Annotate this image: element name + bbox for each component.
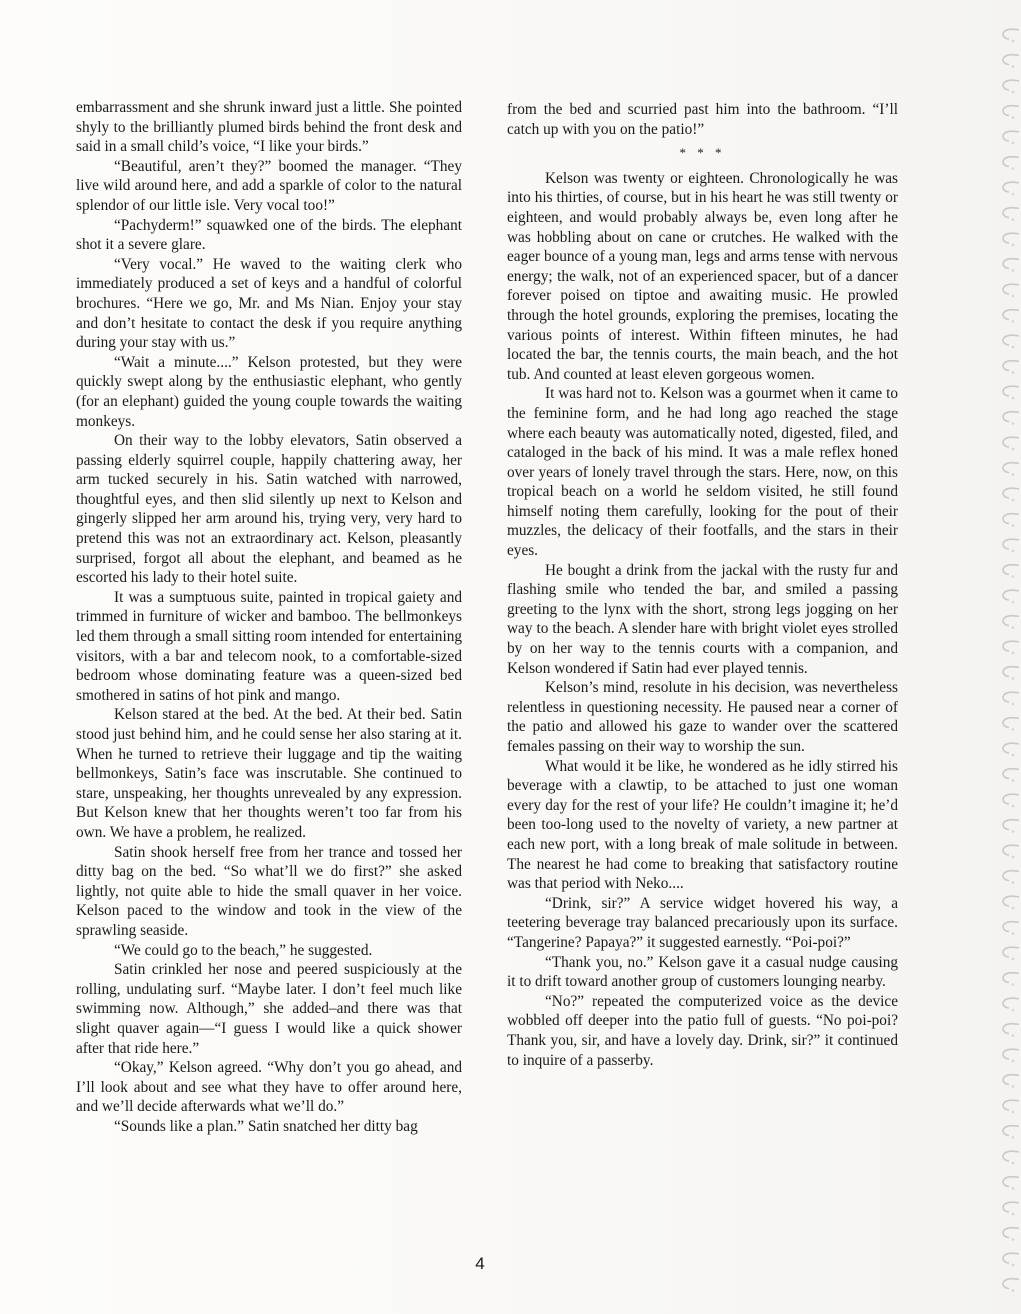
- spiral-hole: [1012, 1187, 1015, 1190]
- spiral-coil: [1003, 1075, 1019, 1085]
- spiral-coil: [1003, 667, 1019, 677]
- paragraph: “Drink, sir?” A service widget hovered his way, a teetering beverage tray balanced precariously upon its surface. “Tangerine? Papaya?” it suggested earnestly. “Poi-poi?”: [507, 894, 898, 951]
- spiral-hole: [1012, 575, 1015, 578]
- paragraph: “Thank you, no.” Kelson gave it a casual nudge causing it to drift toward another group of customers lounging nearby.: [507, 953, 898, 991]
- paragraph: On their way to the lobby elevators, Satin observed a passing elderly squirrel couple, happily chattering away, her arm tucked securely in his. Satin watched with narrowed, thoughtful eyes, and then slid silently up next to Kelson and gingerly slipped her arm around his, trying very, very hard to pretend this was not an extraordinary act. Kelson, pleasantly surprised, forgot all about the elephant, and beamed as he escorted his lady to their hotel suite.: [76, 432, 462, 587]
- paragraph: “We could go to the beach,” he suggested.: [114, 941, 373, 959]
- paragraph: “No?” repeated the computerized voice as the device wobbled off deeper into the patio full of guests. “No poi-poi? Thank you, sir, and have a lovely day. Drink, sir?” it continued to inquire of a passerby.: [507, 992, 898, 1069]
- spiral-hole: [1012, 193, 1015, 196]
- spiral-hole: [1012, 346, 1015, 349]
- right-column: [507, 100, 898, 1070]
- spiral-coil: [1003, 641, 1019, 651]
- scene-separator: * * *: [679, 145, 726, 161]
- spiral-coil: [1003, 1279, 1019, 1289]
- spiral-hole: [1012, 1136, 1015, 1139]
- spiral-coil: [1003, 386, 1019, 396]
- spiral-hole: [1012, 1009, 1015, 1012]
- spiral-coil: [1003, 1049, 1019, 1059]
- spiral-hole: [1012, 269, 1015, 272]
- spiral-coil: [1003, 845, 1019, 855]
- spiral-hole: [1012, 116, 1015, 119]
- spiral-coil: [1003, 106, 1019, 116]
- spiral-coil: [1003, 1151, 1019, 1161]
- paragraph: He bought a drink from the jackal with the rusty fur and flashing smile who tended the bar, and smiled a passing greeting to the lynx with the short, strong legs jogging on her way to the beach. A slender hare with bright violet eyes strolled by on her way to the tennis courts with a companion, and Kelson wondered if Satin had ever played tennis.: [507, 561, 898, 677]
- spiral-coil: [1003, 412, 1019, 422]
- spiral-coil: [1003, 743, 1019, 753]
- spiral-hole: [1012, 805, 1015, 808]
- paragraph: “Okay,” Kelson agreed. “Why don’t you go ahead, and I’ll look about and see what they have to offer around here, and we’ll decide afterwards what we’ll do.”: [76, 1059, 462, 1116]
- spiral-hole: [1012, 40, 1015, 43]
- paragraph: “Beautiful, aren’t they?” boomed the manager. “They live wild around here, and add a sparkle of color to the natural splendor of our little isle. Very vocal too!”: [76, 157, 462, 214]
- paragraph: Kelson was twenty or eighteen. Chronologically he was into his thirties, of course, but in his heart he was still twenty or eighteen, and would probably always be, even long after he was hobbling about on cane or crutches. He walked with the eager bounce of a young man, legs and arms tense with nervous energy; the walk, not of an experienced spacer, but of a dancer forever poised on tiptoe and awaiting music. He prowled through the hotel grounds, exploring the premises, locating the various points of interest. Within fifteen minutes, he had located the bar, the tennis courts, the main beach, and the hot tub. And counted at least eleven gorgeous women.: [507, 169, 898, 383]
- spiral-hole: [1012, 422, 1015, 425]
- spiral-coil: [1003, 437, 1019, 447]
- spiral-hole: [1012, 167, 1015, 170]
- spiral-coil: [1003, 922, 1019, 932]
- spiral-coil: [1003, 463, 1019, 473]
- spiral-hole: [1012, 1034, 1015, 1037]
- spiral-coil: [1003, 259, 1019, 269]
- spiral-coil: [1003, 233, 1019, 243]
- spiral-hole: [1012, 1213, 1015, 1216]
- spiral-hole: [1012, 958, 1015, 961]
- paragraph: “Wait a minute....” Kelson protested, but they were quickly swept along by the enthusiastic elephant, who gently (for an elephant) guided the young couple towards the waiting monkeys.: [76, 353, 462, 430]
- spiral-hole: [1012, 473, 1015, 476]
- spiral-coil: [1003, 820, 1019, 830]
- spiral-hole: [1012, 371, 1015, 374]
- spiral-hole: [1012, 1238, 1015, 1241]
- spiral-hole: [1012, 703, 1015, 706]
- spiral-hole: [1012, 1162, 1015, 1165]
- spiral-hole: [1012, 881, 1015, 884]
- spiral-hole: [1012, 856, 1015, 859]
- spiral-coil: [1003, 973, 1019, 983]
- spiral-hole: [1012, 677, 1015, 680]
- spiral-coil: [1003, 514, 1019, 524]
- spiral-coil: [1003, 208, 1019, 218]
- spiral-coil: [1003, 871, 1019, 881]
- paragraph: Kelson stared at the bed. At the bed. At their bed. Satin stood just behind him, and he could sense her also staring at it. When he turned to retrieve their luggage and tip the waiting bellmonkeys, Satin’s face was inscrutable. She continued to stare, unspeaking, her thoughts unrevealed by any expression. But Kelson knew that her thoughts weren’t too far from his own. We have a problem, he realized.: [76, 706, 462, 841]
- spiral-coil: [1003, 1177, 1019, 1187]
- spiral-coil: [1003, 539, 1019, 549]
- spiral-hole: [1012, 830, 1015, 833]
- spiral-coil: [1003, 692, 1019, 702]
- spiral-coil: [1003, 794, 1019, 804]
- spiral-coil: [1003, 718, 1019, 728]
- spiral-coil: [1003, 157, 1019, 167]
- paragraph: Satin shook herself free from her trance and tossed her ditty bag on the bed. “So what’ll we do first?” she asked lightly, not quite able to hide the small quaver in her voice. Kelson paced to the window and took in the view of the sprawling seaside.: [76, 843, 462, 939]
- spiral-hole: [1012, 550, 1015, 553]
- spiral-binding: [979, 20, 1021, 1300]
- spiral-hole: [1012, 218, 1015, 221]
- spiral-coil: [1003, 769, 1019, 779]
- spiral-coil: [1003, 29, 1019, 39]
- spiral-coil: [1003, 896, 1019, 906]
- spiral-hole: [1012, 524, 1015, 527]
- paragraph: It was a sumptuous suite, painted in tropical gaiety and trimmed in furniture of wicker and bamboo. The bellmonkeys led them through a small sitting room intended for entertaining visitors, with a bar and telecom nook, to a comfortable-sized bedroom whose dominating feature was a queen-sized bed smothered in satins of hot pink and mango.: [76, 588, 462, 704]
- spiral-coil: [1003, 284, 1019, 294]
- spiral-hole: [1012, 499, 1015, 502]
- paragraph: “Pachyderm!” squawked one of the birds. The elephant shot it a severe glare.: [76, 216, 462, 254]
- paragraph: embarrassment and she shrunk inward just a little. She pointed shyly to the brilliantly plumed birds behind the front desk and said in a small child’s voice, “I like your birds.”: [76, 99, 462, 156]
- paragraph: Kelson’s mind, resolute in his decision, was nevertheless relentless in questioning necessity. He paused near a corner of the patio and allowed his gaze to wander over the scattered females passing on their way to worship the sun.: [507, 679, 898, 755]
- spiral-coil: [1003, 998, 1019, 1008]
- spiral-coil: [1003, 361, 1019, 371]
- spiral-hole: [1012, 652, 1015, 655]
- paragraph: from the bed and scurried past him into the bathroom. “I’ll catch up with you on the patio!”: [507, 101, 898, 138]
- spiral-hole: [1012, 295, 1015, 298]
- spiral-coil: [1003, 590, 1019, 600]
- spiral-hole: [1012, 142, 1015, 145]
- spiral-hole: [1012, 626, 1015, 629]
- spiral-hole: [1012, 932, 1015, 935]
- spiral-hole: [1012, 728, 1015, 731]
- spiral-hole: [1012, 1085, 1015, 1088]
- spiral-hole: [1012, 244, 1015, 247]
- page-number: 4: [475, 1254, 485, 1273]
- spiral-coil: [1003, 947, 1019, 957]
- spiral-coil: [1003, 1024, 1019, 1034]
- spiral-coil: [1003, 131, 1019, 141]
- spiral-coil: [1003, 80, 1019, 90]
- spiral-coil: [1003, 1253, 1019, 1263]
- paragraph: What would it be like, he wondered as he idly stirred his beverage with a clawtip, to be attached to just one woman every day for the rest of your life? He couldn’t imagine it; he’d been too-long used to the novelty of variety, a new partner at each new port, with a long break of male solitude in between. The nearest he had come to breaking that satisfactory routine was that period with Neko....: [507, 757, 898, 893]
- spiral-coil: [1003, 488, 1019, 498]
- spiral-coil: [1003, 182, 1019, 192]
- paragraph: It was hard not to. Kelson was a gourmet when it came to the feminine form, and he had long ago reached the stage where each beauty was automatically noted, digested, filed, and cataloged in the back of his mind. It was a male reflex honed over years of lonely travel through the stars. Here, now, on this tropical beach on a world he seldom visited, he still found himself noting them carefully, looking for the pout of their muzzles, the delicacy of their footfalls, and the stars in their eyes.: [507, 385, 898, 560]
- spiral-hole: [1012, 65, 1015, 68]
- spiral-hole: [1012, 1111, 1015, 1114]
- paragraph: Satin crinkled her nose and peered suspiciously at the rolling, undulating surf. “Maybe later. I don’t feel much like swimming now. Although,” she added–and there was that slight quaver again—“I guess I would like a quick shower after that ride here.”: [76, 961, 462, 1057]
- spiral-hole: [1012, 754, 1015, 757]
- spiral-coil: [1003, 565, 1019, 575]
- spiral-coil: [1003, 1228, 1019, 1238]
- spiral-hole: [1012, 779, 1015, 782]
- spiral-hole: [1012, 1060, 1015, 1063]
- paragraph: “Very vocal.” He waved to the waiting clerk who immediately produced a set of keys and a handful of colorful brochures. “Here we go, Mr. and Ms Nian. Enjoy your stay and don’t hesitate to contact the desk if you require anything during your stay with us.”: [76, 255, 462, 352]
- spiral-coil: [1003, 1126, 1019, 1136]
- spiral-hole: [1012, 1289, 1015, 1292]
- paragraph: “Sounds like a plan.” Satin snatched her ditty bag: [114, 1117, 418, 1135]
- spiral-hole: [1012, 397, 1015, 400]
- spiral-coil: [1003, 1202, 1019, 1212]
- spiral-hole: [1012, 91, 1015, 94]
- spiral-hole: [1012, 320, 1015, 323]
- spiral-hole: [1012, 448, 1015, 451]
- spiral-hole: [1012, 907, 1015, 910]
- spiral-hole: [1012, 983, 1015, 986]
- spiral-coil: [1003, 335, 1019, 345]
- spiral-coil: [1003, 616, 1019, 626]
- spiral-coil: [1003, 1100, 1019, 1110]
- spiral-coil: [1003, 310, 1019, 320]
- left-column: [76, 98, 462, 1136]
- spiral-coil: [1003, 55, 1019, 65]
- spiral-hole: [1012, 601, 1015, 604]
- spiral-hole: [1012, 1264, 1015, 1267]
